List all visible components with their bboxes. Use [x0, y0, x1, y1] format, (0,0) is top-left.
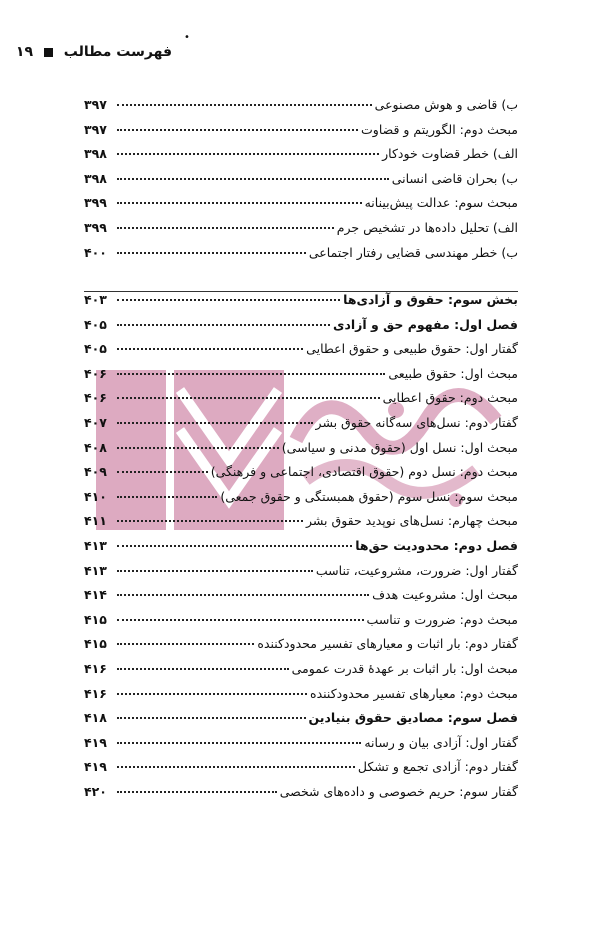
toc-entry-page: ۴۱۳ [84, 562, 107, 578]
toc-entry-label: مبحث دوم: الگوریتم و قضاوت [361, 121, 518, 137]
toc-entry-page: ۴۰۸ [84, 439, 107, 455]
toc-entry [84, 341, 518, 366]
toc-entry-label: مبحث سوم: عدالت پیش‌بینانه [364, 195, 518, 211]
toc-entry [84, 710, 518, 735]
toc-entry-label: گفتار سوم: حریم خصوصی و داده‌های شخصی [279, 783, 518, 799]
toc-dot-leader [117, 373, 385, 375]
toc-entry-label: مبحث اول: حقوق طبیعی [388, 365, 518, 381]
toc-entry [84, 245, 518, 270]
toc-dot-leader [117, 397, 380, 399]
toc-dot-leader [117, 324, 330, 326]
toc-dot-leader [117, 447, 279, 449]
toc-entry [84, 538, 518, 563]
toc-entry-page: ۴۰۵ [84, 341, 107, 357]
toc-dot-leader [117, 104, 372, 106]
toc-entry-page: ۴۱۹ [84, 759, 107, 775]
toc-entry-label: گفتار دوم: آزادی تجمع و تشکل [357, 759, 518, 775]
toc-entry [84, 220, 518, 245]
toc-entry-label: الف) تحلیل داده‌ها در تشخیص جرم [336, 219, 518, 235]
toc-dot-leader [117, 252, 306, 254]
header-title: فهرست مطالب [63, 44, 172, 60]
toc-dot-leader [117, 570, 313, 572]
toc-dot-leader [117, 496, 217, 498]
toc-entry [84, 686, 518, 711]
toc-entry-page: ۴۰۵ [84, 316, 107, 332]
toc-entry-label: گفتار دوم: بار اثبات و معیارهای تفسیر محدودکننده [257, 636, 518, 652]
toc-entry [84, 122, 518, 147]
toc-dot-leader [117, 471, 208, 473]
toc-entry-label: گفتار اول: ضرورت، مشروعیت، تناسب [315, 562, 518, 578]
toc-entry-label: مبحث دوم: نسل دوم (حقوق اقتصادی، اجتماعی و فرهنگی) [210, 464, 518, 480]
toc-entry-page: ۴۱۸ [84, 710, 107, 726]
toc-entry [84, 97, 518, 122]
toc-entry [84, 759, 518, 784]
toc-entry-page: ۴۱۶ [84, 660, 107, 676]
toc-entry-label: مبحث چهارم: نسل‌های نوپدید حقوق بشر [306, 513, 518, 529]
toc-entry-page: ۴۱۳ [84, 537, 107, 553]
toc-dot-leader [117, 178, 389, 180]
toc-entry [84, 735, 518, 760]
toc-entry-label: گفتار اول: حقوق طبیعی و حقوق اعطایی [306, 341, 518, 357]
toc-dot-leader [117, 348, 303, 350]
toc-entry [84, 390, 518, 415]
toc-entry-label: مبحث اول: بار اثبات بر عهدهٔ قدرت عمومی [291, 660, 518, 676]
toc-entry-label: مبحث دوم: ضرورت و تناسب [366, 611, 518, 627]
toc-dot-leader [117, 717, 306, 719]
toc-dot-leader [117, 545, 352, 547]
toc-entry-label: مبحث دوم: معیارهای تفسیر محدودکننده [310, 685, 518, 701]
toc-entry-label: فصل سوم: مصادیق حقوق بنیادین [308, 710, 518, 726]
toc-entry-label: بخش سوم: حقوق و آزادی‌ها [343, 292, 518, 307]
toc-dot-leader [117, 643, 254, 645]
header-square-icon [44, 48, 53, 57]
toc-dot-leader [117, 594, 369, 596]
toc-dot-leader [117, 520, 303, 522]
toc-entry-label: مبحث سوم: نسل سوم (حقوق همبستگی و حقوق جمعی) [220, 488, 518, 504]
toc-dot-leader [117, 153, 379, 155]
toc-entry-label: گفتار دوم: نسل‌های سه‌گانه حقوق بشر [315, 414, 518, 430]
toc-entry-page: ۴۱۵ [84, 636, 107, 652]
toc-entry-page: ۴۰۷ [84, 414, 107, 430]
toc-entry [84, 366, 518, 391]
toc-entry [84, 146, 518, 171]
toc-entry-page: ۴۰۶ [84, 365, 107, 381]
toc-dot-leader [117, 202, 362, 204]
toc-dot-leader [117, 619, 364, 621]
toc-entry-label: الف) خطر قضاوت خودکار [382, 146, 518, 162]
toc-entry-page: ۴۱۰ [84, 488, 107, 504]
toc-entry [84, 661, 518, 686]
toc-entry-page: ۴۲۰ [84, 783, 107, 799]
toc-dot-leader [117, 668, 289, 670]
toc-entry-page: ۴۱۶ [84, 685, 107, 701]
toc-entry-page: ۳۹۹ [84, 219, 107, 235]
toc-entry-label: ب) خطر مهندسی قضایی رفتار اجتماعی [308, 244, 518, 260]
page-header [2, 44, 172, 66]
toc-entry [84, 563, 518, 588]
toc-entry [84, 440, 518, 465]
toc-group-1 [84, 97, 518, 269]
toc-dot-leader [117, 299, 340, 301]
toc-dot-leader [117, 693, 307, 695]
toc-entry [84, 171, 518, 196]
toc-entry-page: ۴۰۹ [84, 464, 107, 480]
toc-group-2 [84, 291, 518, 808]
toc-entry [84, 317, 518, 342]
toc-entry [84, 513, 518, 538]
toc-entry-page: ۴۰۶ [84, 390, 107, 406]
toc-entry-label: ب) قاضی و هوش مصنوعی [374, 97, 518, 112]
toc-entry-page: ۴۰۰ [84, 244, 107, 260]
toc-entry-page: ۳۹۸ [84, 146, 107, 162]
toc-entry-page: ۳۹۸ [84, 170, 107, 186]
toc-entry-page: ۳۹۷ [84, 121, 107, 137]
toc-entry [84, 464, 518, 489]
toc-entry [84, 415, 518, 440]
toc-entry-page: ۴۱۵ [84, 611, 107, 627]
toc-entry [84, 587, 518, 612]
toc-dot-leader [117, 742, 361, 744]
toc-entry [84, 489, 518, 514]
toc-entry [84, 784, 518, 809]
toc-entry [84, 291, 518, 317]
toc-entry-page: ۴۱۹ [84, 734, 107, 750]
toc-entry-label: فصل اول: مفهوم حق و آزادی [333, 316, 518, 332]
toc-entry-label: مبحث دوم: حقوق اعطایی [382, 390, 518, 406]
toc-dot-leader [117, 791, 277, 793]
toc-entry [84, 612, 518, 637]
toc-entry-page: ۴۱۴ [84, 587, 107, 603]
toc-dot-leader [117, 227, 334, 229]
toc-entry-label: ب) بحران قاضی انسانی [391, 170, 518, 186]
toc-entry [84, 636, 518, 661]
toc-entry-page: ۳۹۷ [84, 97, 107, 112]
toc-entry-label: مبحث اول: نسل اول (حقوق مدنی و سیاسی) [281, 439, 518, 455]
header-page-number: ۱۹ [15, 44, 34, 60]
toc-entry-page: ۳۹۹ [84, 195, 107, 211]
toc-entry-label: مبحث اول: مشروعیت هدف [372, 587, 518, 603]
toc-entry-page: ۴۱۱ [84, 513, 107, 529]
toc-dot-leader [117, 422, 313, 424]
toc-entry-page: ۴۰۳ [84, 292, 107, 307]
toc-entry-label: گفتار اول: آزادی بیان و رسانه [364, 734, 518, 750]
toc-entry [84, 195, 518, 220]
toc-entry-label: فصل دوم: محدودیت حق‌ها [355, 537, 518, 553]
toc-dot-leader [117, 129, 358, 131]
header-ornament: • [184, 32, 190, 43]
toc-dot-leader [117, 766, 355, 768]
